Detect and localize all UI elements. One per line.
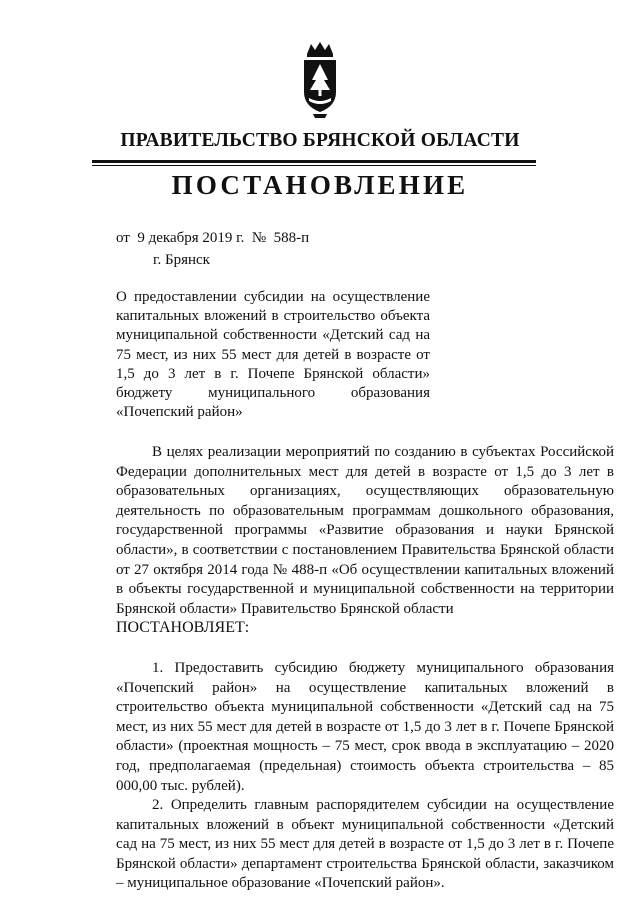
resolution-item-1: 1. Предоставить субсидию бюджету муниципального образования «Почепский район» на осуществление капитальных вложений в строительство объекта муниципальной собственности «Детский сад на 75 мест, из них 55 мест для детей в возрасте от 1,5 до 3 лет в г. Почепе Брянской области» (проектная мощность – 75 мест, срок ввода в эксплуатацию – 2020 год, предполагаемая (предельная) стоимость объекта строительства – 85 000,00 тыс. рублей). <box>116 659 614 794</box>
document-body <box>116 443 614 894</box>
document-subject: О предоставлении субсидии на осуществление капитальных вложений в строительство объекта муниципальной собственности «Детский сад на 75 мест, из них 55 мест для детей в возрасте от 1,5 до 3 лет в г. Почепе Брянской области» бюджету муниципального образования «Почепский район» <box>116 289 430 421</box>
resolves-heading: ПОСТАНОВЛЯЕТ: <box>116 619 250 637</box>
government-name: ПРАВИТЕЛЬСТВО БРЯНСКОЙ ОБЛАСТИ <box>120 130 520 151</box>
resolution-item-2: 2. Определить главным распорядителем субсидии на осуществление капитальных вложений в объект муниципальной собственности «Детский сад на 75 мест, из них 55 мест для детей в возрасте от 1,5 до 3 лет в г. Почепе Брянской области» департамент строительства Брянской области, заказчиком – муниципальное образование «Почепский район». <box>116 797 614 892</box>
preamble-paragraph: В целях реализации мероприятий по созданию в субъектах Российской Федерации дополнительных мест для детей в возрасте от 1,5 до 3 лет в образовательных организациях, осуществляющих образовательную деятельность по образовательным программам дошкольного образования, государственной программы «Развитие образования и науки Брянской области», в соответствии с постановлением Правительства Брянской области от 27 октября 2014 года № 488-п «Об осуществлении капитальных вложений в объекты государственной и муниципальной собственности на территории Брянской области» Правительство Брянской области <box>116 444 614 617</box>
document-type-title: ПОСТАНОВЛЕНИЕ <box>171 170 469 200</box>
date-and-number: от 9 декабря 2019 г. № 588-п <box>116 230 310 246</box>
header-rule-thick <box>92 160 536 163</box>
city: г. Брянск <box>153 252 210 268</box>
coat-of-arms-icon <box>301 40 339 118</box>
header-rule-thin <box>92 165 536 166</box>
